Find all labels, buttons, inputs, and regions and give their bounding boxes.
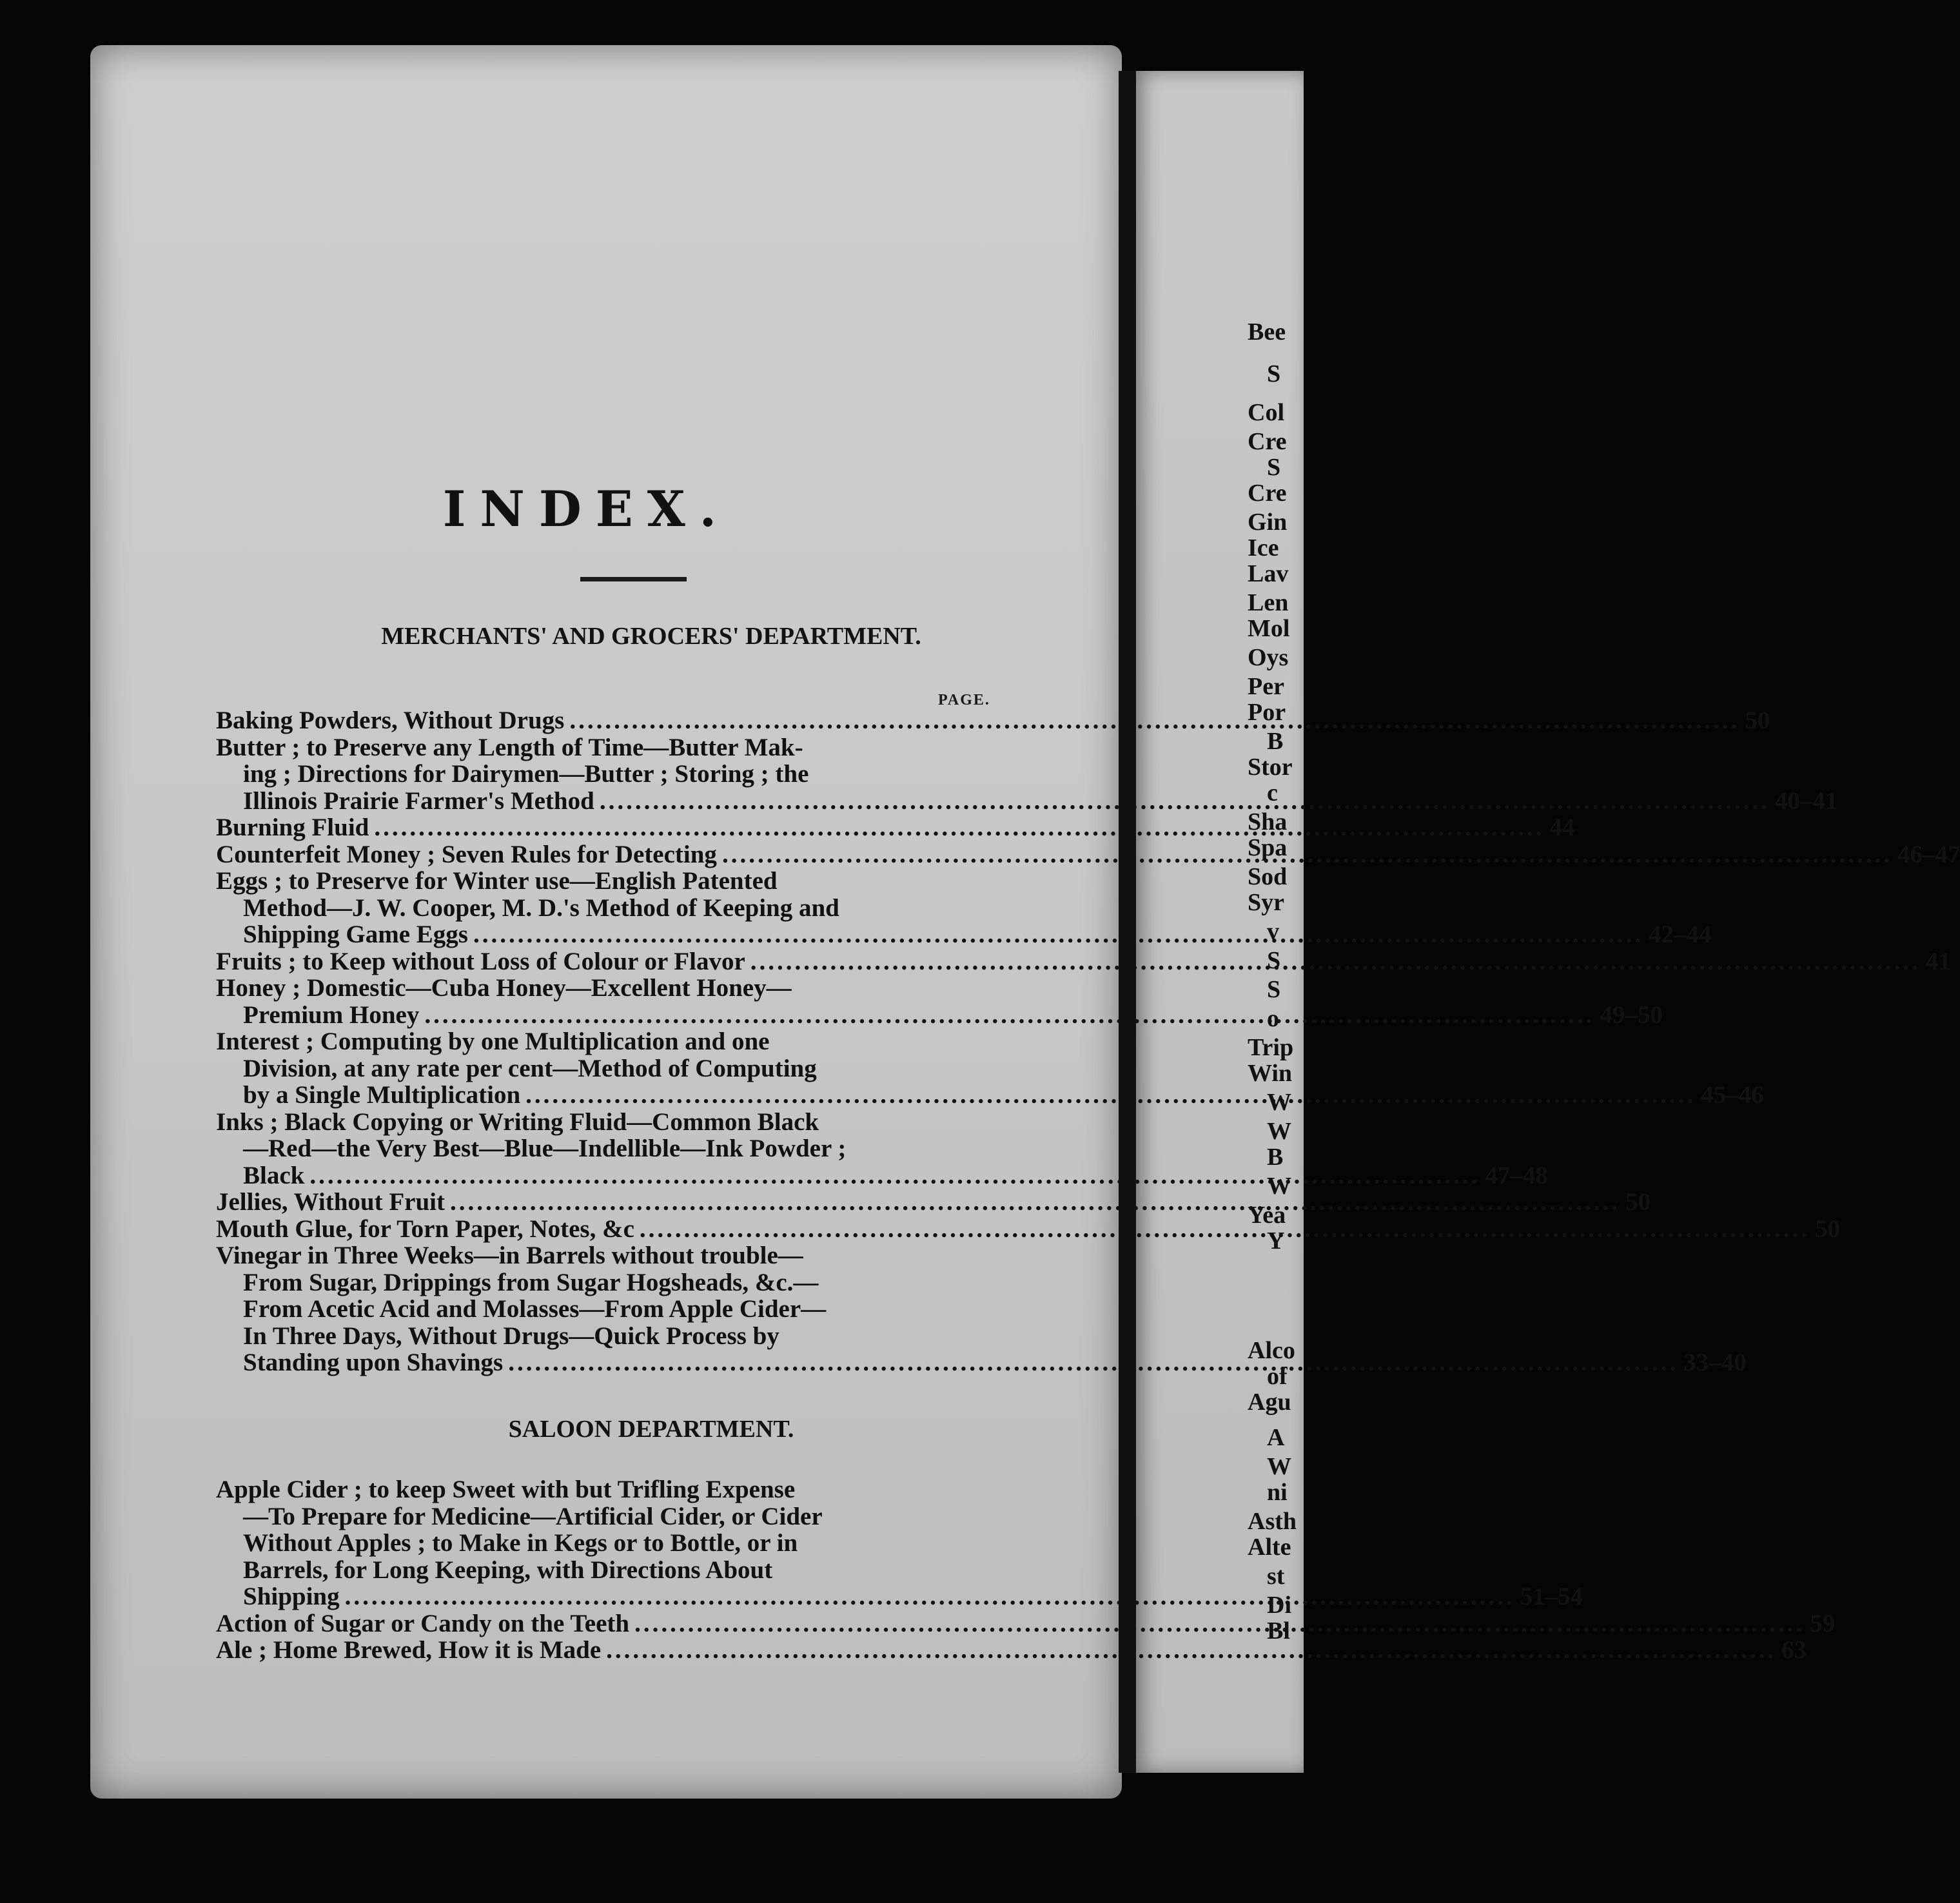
entry-line: Counterfeit Money ; Seven Rules for Detecting xyxy=(216,840,717,868)
entry-line: Division, at any rate per cent—Method of Computing xyxy=(243,1054,817,1082)
title-rule xyxy=(580,577,687,581)
right-page-fragment: Stor xyxy=(1248,754,1293,781)
page-number: 63 xyxy=(1781,1636,1807,1664)
dot-leader xyxy=(309,1162,1480,1189)
entry-line: Action of Sugar or Candy on the Teeth xyxy=(216,1609,630,1637)
page-number: 50 xyxy=(1625,1188,1651,1216)
right-page-fragment: Sha xyxy=(1248,808,1288,835)
entry-line: —Red—the Very Best—Blue—Indellible—Ink Powder ; xyxy=(243,1135,847,1162)
page-number: 47–48 xyxy=(1485,1161,1548,1189)
entry-line: Apple Cider ; to keep Sweet with but Trifling Expense xyxy=(216,1476,796,1503)
right-page-fragment: Gin xyxy=(1248,509,1288,536)
right-page-fragment: v xyxy=(1267,918,1279,945)
right-page-fragment: Agu xyxy=(1248,1389,1291,1416)
dot-leader xyxy=(345,1583,1515,1610)
dot-leader xyxy=(525,1082,1696,1109)
page-number: 45–46 xyxy=(1701,1081,1764,1109)
entry-line: Without Apples ; to Make in Kegs or to Bottle, or in xyxy=(243,1529,798,1557)
right-page-fragment: Cre xyxy=(1248,480,1287,507)
entry-line: In Three Days, Without Drugs—Quick Process by xyxy=(243,1322,779,1350)
page-number: 40–41 xyxy=(1774,786,1838,815)
entry-line: Honey ; Domestic—Cuba Honey—Excellent Honey— xyxy=(216,974,792,1002)
right-page-fragment: Bee xyxy=(1248,318,1286,346)
index-entry xyxy=(216,947,1951,975)
entry-line: Vinegar in Three Weeks—in Barrels without trouble— xyxy=(216,1242,803,1269)
department-heading-saloon: SALOON DEPARTMENT. xyxy=(508,1416,794,1443)
entry-line: —To Prepare for Medicine—Artificial Cider, or Cider xyxy=(243,1502,823,1530)
right-page-fragment: Per xyxy=(1248,673,1284,700)
entry-line: Black xyxy=(243,1161,305,1189)
page-number: 49–50 xyxy=(1600,1000,1663,1029)
dot-leader xyxy=(722,841,1892,868)
right-page-fragment: Bl xyxy=(1267,1617,1290,1644)
right-page-fragment: S xyxy=(1267,360,1281,387)
right-page-fragment: W xyxy=(1267,1173,1291,1200)
entry-line: Interest ; Computing by one Multiplication and one xyxy=(216,1028,770,1055)
entry-line: Fruits ; to Keep without Loss of Colour or Flavor xyxy=(216,947,745,975)
entry-line: Barrels, for Long Keeping, with Directions About xyxy=(243,1556,773,1584)
right-page-fragment: W xyxy=(1267,1118,1291,1145)
right-page-fragment: W xyxy=(1267,1453,1291,1480)
right-page-fragment: B xyxy=(1267,1144,1284,1171)
page-number: 51–54 xyxy=(1520,1583,1583,1610)
index-entry xyxy=(216,1108,1548,1189)
right-page-fragment: S xyxy=(1267,947,1281,974)
right-page-fragment: Lav xyxy=(1248,560,1289,587)
right-page-fragment: Col xyxy=(1248,399,1284,426)
entry-line: Inks ; Black Copying or Writing Fluid—Common Black xyxy=(216,1108,819,1136)
right-page-fragment: Cre xyxy=(1248,428,1287,455)
dot-leader xyxy=(640,1216,1810,1243)
page-number: 42–44 xyxy=(1648,921,1712,948)
right-page-fragment: Sod xyxy=(1248,863,1288,890)
entry-line: Eggs ; to Preserve for Winter use—English Patented xyxy=(216,867,778,895)
right-page-fragment: B xyxy=(1267,728,1284,755)
page-number: 44 xyxy=(1549,814,1575,841)
entry-line: by a Single Multiplication xyxy=(243,1081,521,1109)
index-entry xyxy=(216,974,1663,1029)
right-page-fragment: A xyxy=(1267,1424,1285,1451)
entry-line: Standing upon Shavings xyxy=(243,1349,504,1376)
entry-line: Premium Honey xyxy=(243,1000,420,1029)
right-page-fragment: Mol xyxy=(1248,615,1290,642)
entry-line: Illinois Prairie Farmer's Method xyxy=(243,786,594,815)
dot-leader xyxy=(600,788,1770,815)
page-number: 50 xyxy=(1814,1215,1840,1243)
dot-leader xyxy=(374,814,1544,841)
entry-line: Shipping Game Eggs xyxy=(243,921,468,948)
entry-line: ing ; Directions for Dairymen—Butter ; Storing ; the xyxy=(243,760,809,788)
dot-leader xyxy=(424,1002,1594,1029)
dot-leader xyxy=(569,707,1740,734)
index-entry xyxy=(216,1636,1807,1664)
page-number: 59 xyxy=(1810,1609,1836,1637)
department-heading-merchants: MERCHANTS' AND GROCERS' DEPARTMENT. xyxy=(381,623,921,650)
entry-line: From Acetic Acid and Molasses—From Apple Cider— xyxy=(243,1295,827,1323)
index-entry xyxy=(216,733,1838,815)
right-page-fragment: Syr xyxy=(1248,889,1284,916)
page-number: 50 xyxy=(1745,707,1770,734)
entry-line: Ale ; Home Brewed, How it is Made xyxy=(216,1636,602,1664)
right-page-fragment: Alco xyxy=(1248,1337,1295,1364)
right-page-fragment: Trip xyxy=(1248,1034,1294,1061)
dot-leader xyxy=(508,1349,1678,1376)
right-page-fragment: Y xyxy=(1267,1227,1285,1254)
right-page-fragment: Ice xyxy=(1248,534,1279,561)
entry-line: Butter ; to Preserve any Length of Time—Butter Mak- xyxy=(216,733,803,761)
right-page-fragment: Por xyxy=(1248,699,1286,726)
dot-leader xyxy=(634,1610,1805,1637)
page-number: 41 xyxy=(1925,947,1951,975)
entry-line: Method—J. W. Cooper, M. D.'s Method of Keeping and xyxy=(243,893,839,922)
right-page-fragment: of xyxy=(1267,1363,1288,1390)
dot-leader xyxy=(473,918,1643,948)
entry-line: Shipping xyxy=(243,1583,340,1610)
right-page-fragment: W xyxy=(1267,1089,1291,1116)
right-page-fragment: Yea xyxy=(1248,1202,1286,1229)
right-page-fragment: c xyxy=(1267,779,1278,806)
dot-leader xyxy=(750,948,1921,975)
right-page-fragment: Di xyxy=(1267,1592,1291,1619)
entry-line: From Sugar, Drippings from Sugar Hogsheads, &c.— xyxy=(243,1268,819,1296)
right-page-fragment: Asth xyxy=(1248,1508,1297,1535)
entry-line: Baking Powders, Without Drugs xyxy=(216,707,565,734)
right-page-fragment: Win xyxy=(1248,1060,1293,1087)
right-page-fragment: ni xyxy=(1267,1479,1288,1506)
page-title: INDEX. xyxy=(442,480,731,538)
right-page-fragment: Len xyxy=(1248,589,1289,616)
page-number: 33–40 xyxy=(1683,1349,1747,1376)
entry-line: Burning Fluid xyxy=(216,814,369,841)
page-number: 46–47 xyxy=(1897,840,1960,868)
entry-line: Jellies, Without Fruit xyxy=(216,1188,445,1216)
right-page-fragment: Alte xyxy=(1248,1534,1291,1561)
dot-leader xyxy=(450,1189,1620,1216)
entry-line: Mouth Glue, for Torn Paper, Notes, &c xyxy=(216,1215,634,1243)
dot-leader xyxy=(606,1637,1776,1664)
right-page-fragment: Oys xyxy=(1248,644,1289,671)
right-page-fragment: S xyxy=(1267,976,1281,1003)
right-page-fragment: st xyxy=(1267,1563,1285,1590)
page-column-label: PAGE. xyxy=(938,692,990,708)
right-page-fragment: Spa xyxy=(1248,834,1288,861)
right-page-fragment: o xyxy=(1267,1005,1279,1032)
right-page-fragment: S xyxy=(1267,454,1281,481)
